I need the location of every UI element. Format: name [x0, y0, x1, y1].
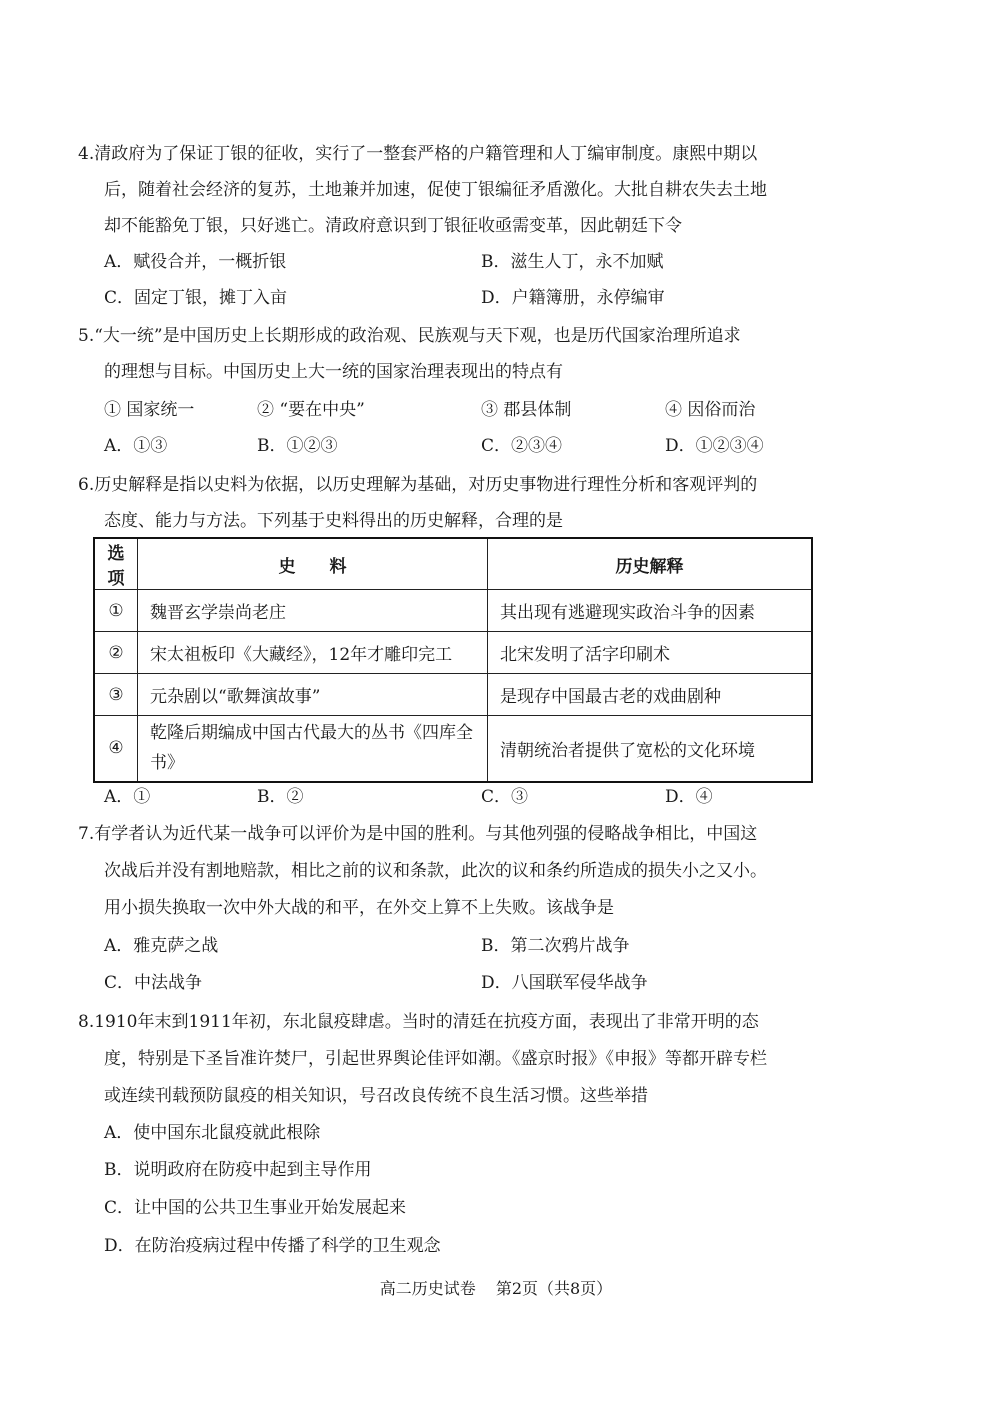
q4-option-a[interactable]: A．赋役合并，一概折银	[104, 252, 287, 272]
q5-item-4: ④ 因俗而治	[665, 400, 756, 420]
q7-option-a[interactable]: A．雅克萨之战	[104, 936, 219, 956]
row-interpretation: 北宋发明了活字印刷术	[488, 632, 813, 674]
q4-stem-line-1: 4.清政府为了保证丁银的征收，实行了一整套严格的户籍管理和人丁编审制度。康熙中期以	[78, 144, 758, 164]
row-num: ③	[94, 674, 138, 716]
q8-option-a[interactable]: A．使中国东北鼠疫就此根除	[104, 1123, 321, 1143]
q6-option-d[interactable]: D．④	[665, 787, 713, 807]
row-material: 元杂剧以“歌舞演故事”	[138, 674, 488, 716]
q8-stem-line-3: 或连续刊载预防鼠疫的相关知识，号召改良传统不良生活习惯。这些举措	[104, 1086, 648, 1106]
q8-stem-line-1: 8.1910年末到1911年初，东北鼠疫肆虐。当时的清廷在抗疫方面，表现出了非常开明的态	[78, 1012, 759, 1032]
q7-stem-line-3: 用小损失换取一次中外大战的和平，在外交上算不上失败。该战争是	[104, 898, 614, 918]
table-row	[94, 590, 812, 632]
q5-option-d[interactable]: D．①②③④	[665, 436, 764, 456]
q6-option-a[interactable]: A．①	[104, 787, 151, 807]
footer-title: 高二历史试卷	[379, 1279, 476, 1298]
table-row	[94, 674, 812, 716]
footer-page-number: 第2页（共8页）	[495, 1279, 613, 1298]
q4-option-d[interactable]: D．户籍簿册，永停编审	[481, 288, 665, 308]
q5-number: 5.	[78, 326, 95, 346]
q5-option-b[interactable]: B．①②③	[257, 436, 338, 456]
row-material: 魏晋玄学崇尚老庄	[138, 590, 488, 632]
q5-item-3: ③ 郡县体制	[481, 400, 572, 420]
page-footer	[0, 1276, 992, 1299]
q6-number: 6.	[78, 475, 95, 495]
header-option: 选项	[94, 538, 138, 590]
table-header-row	[94, 538, 812, 590]
q8-option-d[interactable]: D．在防治疫病过程中传播了科学的卫生观念	[104, 1236, 441, 1256]
q5-stem-line-2: 的理想与目标。中国历史上大一统的国家治理表现出的特点有	[104, 362, 563, 382]
q5-option-a[interactable]: A．①③	[104, 436, 168, 456]
q8-number: 8.	[78, 1012, 95, 1032]
q7-stem-line-2: 次战后并没有割地赔款，相比之前的议和条款，此次的议和条约所造成的损失小之又小。	[104, 861, 767, 881]
q5-item-2: ② “要在中央”	[257, 400, 365, 420]
table-row	[94, 716, 812, 782]
q7-option-d[interactable]: D．八国联军侵华战争	[481, 973, 648, 993]
q6-stem-line-1: 6.历史解释是指以史料为依据，以历史理解为基础，对历史事物进行理性分析和客观评判的	[78, 475, 758, 495]
source-table	[93, 537, 813, 783]
row-num: ②	[94, 632, 138, 674]
q5-item-1: ① 国家统一	[104, 400, 195, 420]
row-interpretation: 是现存中国最古老的戏曲剧种	[488, 674, 813, 716]
row-material: 宋太祖板印《大藏经》，12年才雕印完工	[138, 632, 488, 674]
q8-option-c[interactable]: C．让中国的公共卫生事业开始发展起来	[104, 1198, 407, 1218]
q6-option-b[interactable]: B．②	[257, 787, 304, 807]
q4-option-b[interactable]: B．滋生人丁，永不加赋	[481, 252, 664, 272]
header-material: 史 料	[138, 538, 488, 590]
q5-stem-line-1: 5.“大一统”是中国历史上长期形成的政治观、民族观与天下观，也是历代国家治理所追求	[78, 326, 741, 346]
q7-option-b[interactable]: B．第二次鸦片战争	[481, 936, 630, 956]
header-interpretation: 历史解释	[488, 538, 813, 590]
q5-option-c[interactable]: C．②③④	[481, 436, 563, 456]
q6-option-c[interactable]: C．③	[481, 787, 529, 807]
q7-option-c[interactable]: C．中法战争	[104, 973, 203, 993]
row-material: 乾隆后期编成中国古代最大的丛书《四库全书》	[138, 716, 488, 782]
q6-stem-line-2: 态度、能力与方法。下列基于史料得出的历史解释，合理的是	[104, 511, 563, 531]
q7-stem-line-1: 7.有学者认为近代某一战争可以评价为是中国的胜利。与其他列强的侵略战争相比，中国这	[78, 824, 758, 844]
q7-number: 7.	[78, 824, 95, 844]
q8-stem-line-2: 度，特别是下圣旨准许焚尸，引起世界舆论佳评如潮。《盛京时报》《申报》等都开辟专栏	[104, 1049, 767, 1069]
q4-option-c[interactable]: C．固定丁银，摊丁入亩	[104, 288, 288, 308]
q4-stem-line-3: 却不能豁免丁银，只好逃亡。清政府意识到丁银征收亟需变革，因此朝廷下令	[104, 216, 682, 236]
q8-option-b[interactable]: B．说明政府在防疫中起到主导作用	[104, 1160, 372, 1180]
q4-stem-line-2: 后，随着社会经济的复苏，土地兼并加速，促使丁银编征矛盾激化。大批自耕农失去土地	[104, 180, 767, 200]
table-row	[94, 632, 812, 674]
row-num: ①	[94, 590, 138, 632]
q4-number: 4.	[78, 144, 95, 164]
row-interpretation: 清朝统治者提供了宽松的文化环境	[488, 716, 813, 782]
row-num: ④	[94, 716, 138, 782]
row-interpretation: 其出现有逃避现实政治斗争的因素	[488, 590, 813, 632]
